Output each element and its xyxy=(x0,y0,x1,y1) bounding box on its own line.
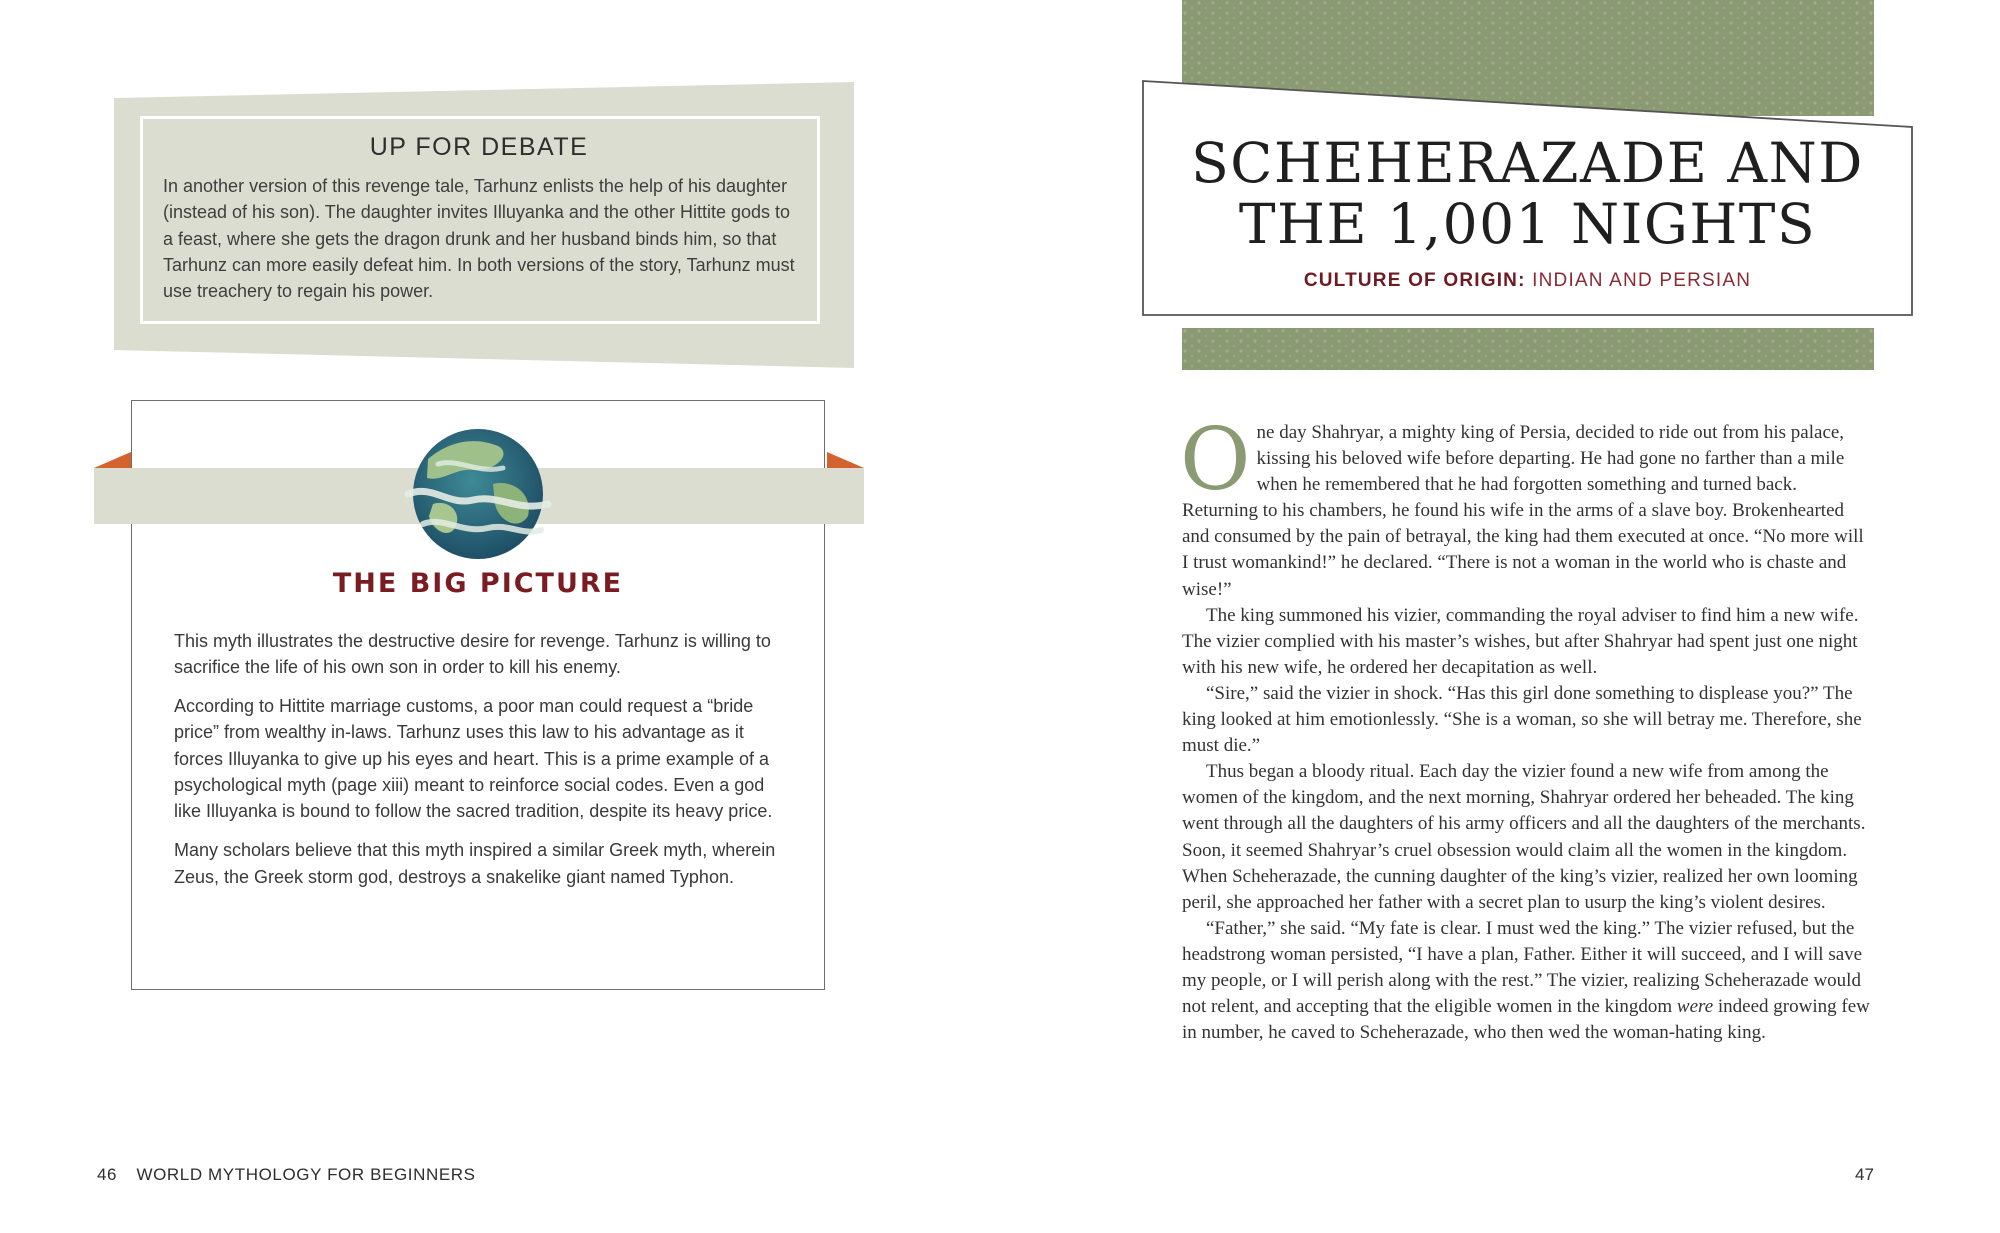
culture-of-origin xyxy=(1145,270,1910,292)
green-band-bottom xyxy=(1182,328,1874,370)
last-paragraph-after: indeed growing few in number, he caved to Scheherazade, who then wed the woman-hating king. xyxy=(1182,996,1870,1044)
globe-icon xyxy=(403,424,553,564)
last-paragraph-before: “Father,” she said. “My fate is clear. I must wed the king.” The vizier refused, but the headstrong woman persisted, “I have a plan, Father. Either it will succeed, and I will save my people, or I will perish along with the rest.” The vizier, realizing Scheherazade would not relent, and accepting that the eligible women in the kingdom xyxy=(1182,917,1863,1018)
story-text xyxy=(1180,410,1872,1046)
story-paragraph xyxy=(1180,410,1872,603)
emphasis-word: were xyxy=(1676,996,1714,1018)
story-paragraph: “Sire,” said the vizier in shock. “Has this girl done something to displease you?” The king looked at him emotionlessly. “She is a woman, so she will betray me. Therefore, she must die.” xyxy=(1182,682,1862,757)
up-for-debate-box xyxy=(140,116,820,324)
story-paragraph: Thus began a bloody ritual. Each day the vizier found a new wife from among the women of the kingdom, and the next morning, Shahryar ordered her beheaded. The king went through all the daughters of his army officers and all the daughters of the merchants. Soon, it seemed Shahryar’s cruel obsession would claim all the women in the kingdom. When Scheherazade, the cunning daughter of the king’s vizier, realized her own looming peril, she approached her father with a secret plan to usurp the king’s violent desires. xyxy=(1182,761,1866,913)
book-title: WORLD MYTHOLOGY FOR BEGINNERS xyxy=(136,1165,476,1184)
debate-text: In another version of this revenge tale, Tarhunz enlists the help of his daughter (instead of his son). The daughter invites Illuyanka and the other Hittite gods to a feast, where she gets the dragon drunk and her husband binds him, so that Tarhunz can more easily defeat him. In both versions of the story, Tarhunz must use treachery to regain his power. xyxy=(163,176,795,302)
story-paragraph xyxy=(1182,916,1872,1046)
chapter-title-line-2: THE 1,001 NIGHTS xyxy=(1238,192,1817,256)
story-paragraph: The king summoned his vizier, commanding the royal adviser to find him a new wife. The vizier complied with his master’s wishes, but after Shahryar had spent just one night with his new wife, he ordered her decapitation as well. xyxy=(1182,604,1859,678)
left-page-footer xyxy=(97,1165,476,1185)
origin-value: INDIAN AND PERSIAN xyxy=(1532,270,1752,291)
big-picture-paragraph: This myth illustrates the destructive desire for revenge. Tarhunz is willing to sacrifice the life of his own son in order to kill his enemy. xyxy=(174,631,771,678)
big-picture-body xyxy=(174,628,794,902)
first-paragraph-text: ne day Shahryar, a mighty king of Persia, decided to ride out from his palace, kissing his beloved wife before departing. He had gone no farther than a mile when he remembered that he had forgotten something and turned back. Returning to his chambers, he found his wife in the arms of a slave boy. Brokenhearted and consumed by the pain of betrayal, the king had them executed at once. “No more will I trust womankind!” he declared. “There is not a woman in the world who is chaste and wise!” xyxy=(1182,422,1864,600)
left-page-number: 46 xyxy=(97,1165,118,1184)
big-picture-title: THE BIG PICTURE xyxy=(332,568,624,599)
big-picture-paragraph: Many scholars believe that this myth inspired a similar Greek myth, wherein Zeus, the Greek storm god, destroys a snakelike giant named Typhon. xyxy=(174,840,776,887)
debate-title: UP FOR DEBATE xyxy=(369,133,589,161)
drop-cap: O xyxy=(1180,410,1251,510)
right-page-number: 47 xyxy=(1855,1165,1874,1184)
big-picture-paragraph: According to Hittite marriage customs, a poor man could request a “bride price” from wealthy in-laws. Tarhunz uses this law to his advantage as it forces Illuyanka to give up his eyes and heart. This is a prime example of a psychological myth (page xiii) meant to reinforce social codes. Even a god like Illuyanka is bound to follow the sacred tradition, despite its heavy price. xyxy=(174,696,773,822)
origin-label: CULTURE OF ORIGIN: xyxy=(1303,270,1526,291)
chapter-title-line-1: SCHEHERAZADE AND xyxy=(1191,131,1864,195)
